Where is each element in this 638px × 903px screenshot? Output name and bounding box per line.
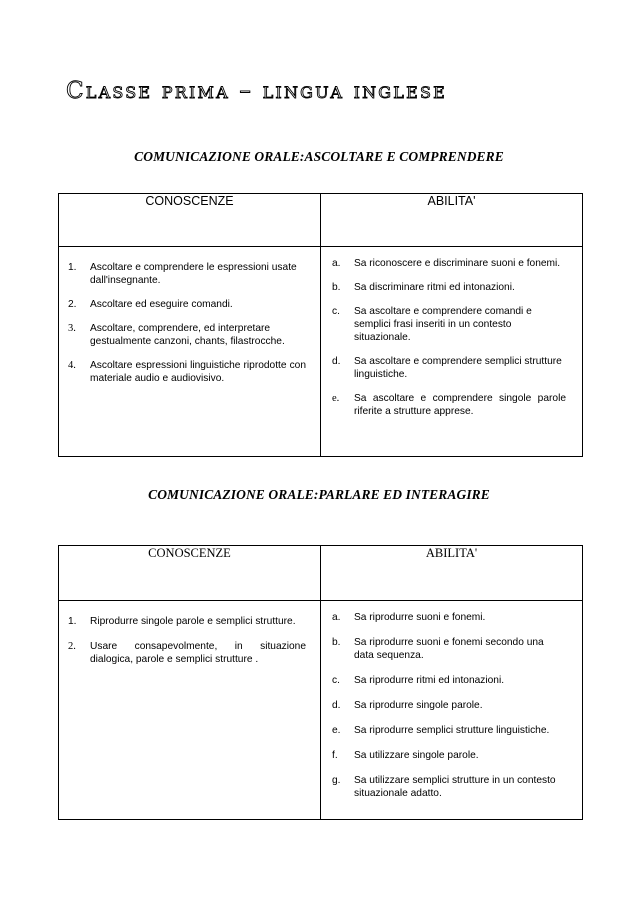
list-item: 2. Usare consapevolmente, in situazione dialogica, parole e semplici strutture . — [68, 641, 306, 665]
list-item: d. Sa riprodurre singole parole. — [332, 700, 483, 711]
list-item: d. Sa ascoltare e comprendere semplici strutture linguistiche. — [332, 356, 562, 380]
page-title: Classe prima – lingua inglese — [66, 78, 448, 104]
list-item: 1. Ascoltare e comprendere le espressioni usate dall'insegnante. — [68, 262, 297, 286]
list-item: a. Sa riprodurre suoni e fonemi. — [332, 612, 486, 623]
list-item: 4. Ascoltare espressioni linguistiche riprodotte con materiale audio e audiovisivo. — [68, 360, 306, 384]
conoscenze-cell — [59, 601, 321, 820]
list-item: b. Sa riprodurre suoni e fonemi secondo una data sequenza. — [332, 637, 544, 661]
conoscenze-cell — [59, 247, 321, 457]
section-1-table — [58, 193, 583, 457]
list-item: 3. Ascoltare, comprendere, ed interpretare gestualmente canzoni, chants, filastrocche. — [68, 323, 285, 347]
section-2-table — [58, 545, 583, 820]
conoscenze-list — [59, 247, 320, 385]
list-item: b. Sa discriminare ritmi ed intonazioni. — [332, 282, 515, 293]
section-2-subtitle: COMUNICAZIONE ORALE:PARLARE ED INTERAGIRE — [148, 487, 490, 502]
list-item: a. Sa riconoscere e discriminare suoni e fonemi. — [332, 258, 561, 269]
abilita-header: ABILITA' — [321, 546, 583, 601]
list-item: c. Sa ascoltare e comprendere comandi e semplici frasi inseriti in un contesto situazionale. — [332, 306, 532, 343]
abilita-cell — [321, 601, 583, 820]
section-1-subtitle: COMUNICAZIONE ORALE:ASCOLTARE E COMPRENDERE — [134, 149, 504, 164]
list-item: f. Sa utilizzare singole parole. — [332, 750, 479, 761]
abilita-header: ABILITA' — [321, 194, 583, 247]
conoscenze-header: CONOSCENZE — [59, 194, 321, 247]
list-item: 2. Ascoltare ed eseguire comandi. — [68, 299, 233, 310]
abilita-cell — [321, 247, 583, 457]
abilita-list — [321, 247, 582, 418]
conoscenze-list — [59, 601, 320, 666]
list-item: e. Sa riprodurre semplici strutture linguistiche. — [332, 725, 550, 736]
list-item: e. Sa ascoltare e comprendere singole parole riferite a strutture apprese. — [332, 393, 566, 417]
list-item: g. Sa utilizzare semplici strutture in un contesto situazionale adatto. — [332, 775, 556, 799]
list-item: 1. Riprodurre singole parole e semplici strutture. — [68, 616, 296, 627]
conoscenze-header: CONOSCENZE — [59, 546, 321, 601]
abilita-list — [321, 601, 582, 800]
list-item: c. Sa riprodurre ritmi ed intonazioni. — [332, 675, 505, 686]
